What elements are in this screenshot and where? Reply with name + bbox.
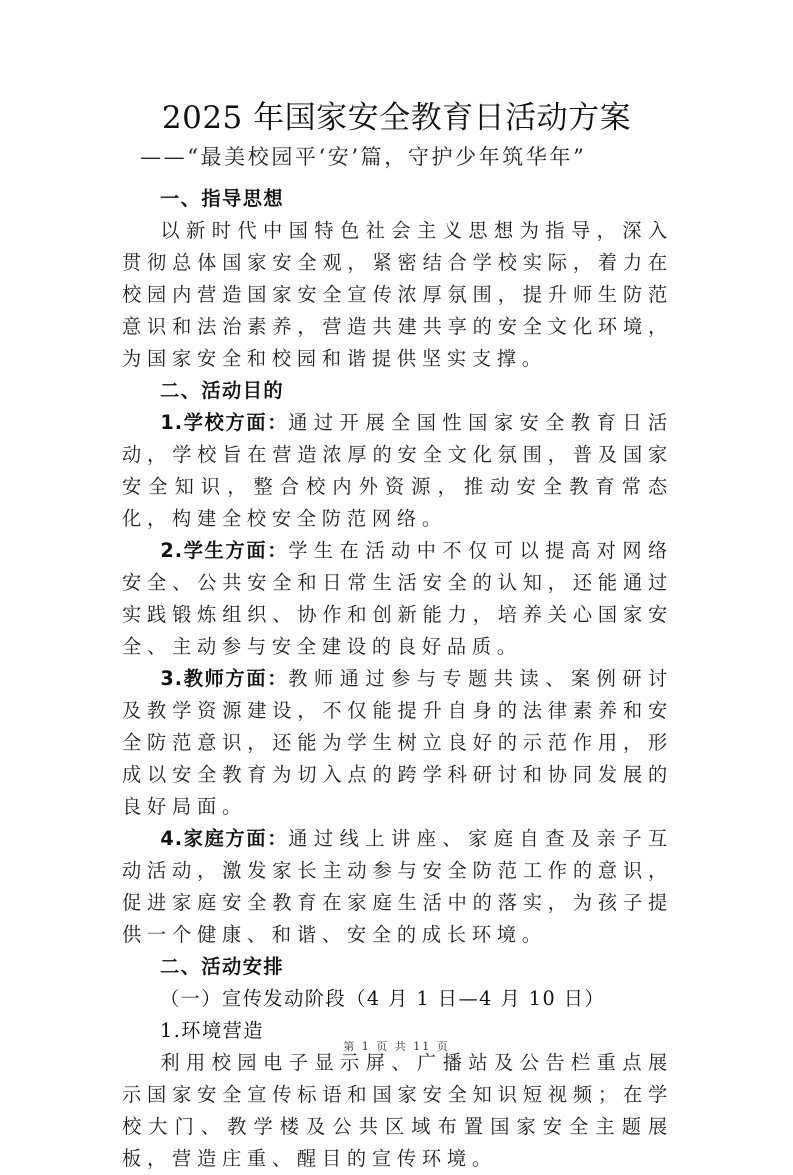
purpose-item-text: 通过开展全国性国家安全教育日活动，学校旨在营造浓厚的安全文化氛围，普及国家安全知识，整合校内外资源，推动安全教育常态化，构建全校安全防范网络。 [122,411,673,530]
purpose-item-text: 通过线上讲座、家庭自查及亲子互动活动，激发家长主动参与安全防范工作的意识，促进家庭安全教育在家庭生活中的落实，为孩子提供一个健康、和谐、安全的成长环境。 [122,827,673,946]
purpose-item-lead: 3.教师方面： [160,667,289,690]
purpose-item-lead: 1.学校方面： [160,411,289,434]
purpose-item-school [122,407,673,535]
purpose-item-teacher [122,663,673,823]
paragraph-guiding-ideology: 以新时代中国特色社会主义思想为指导，深入贯彻总体国家安全观，紧密结合学校实际，着力在校园内营造国家安全宣传浓厚氛围，提升师生防范意识和法治素养，营造共建共享的安全文化环境，为国家安全和校园和谐提供坚实支撑。 [122,219,673,370]
purpose-item-text: 教师通过参与专题共读、案例研讨及教学资源建设，不仅能提升自身的法律素养和安全防范意识，还能为学生树立良好的示范作用，形成以安全教育为切入点的跨学科研讨和协同发展的良好局面。 [122,667,673,818]
purpose-item-lead: 2.学生方面： [160,539,289,562]
section-heading-activity-purpose: 二、活动目的 [160,379,285,402]
purpose-item-family [122,823,673,951]
document-title: 2025 年国家安全教育日活动方案 [161,100,632,136]
section-heading-activity-arrangement: 二、活动安排 [160,955,285,978]
paragraph-environment: 利用校园电子显示屏、广播站及公告栏重点展示国家安全宣传标语和国家安全知识短视频；在学校大门、教学楼及公共区域布置国家安全主题展板，营造庄重、醒目的宣传环境。 [122,1051,673,1170]
subsection-heading-environment: 1.环境营造 [160,1019,265,1042]
purpose-item-text: 学生在活动中不仅可以提高对网络安全、公共安全和日常生活安全的认知，还能通过实践锻炼组织、协作和创新能力，培养关心国家安全、主动参与安全建设的良好品质。 [122,539,673,658]
purpose-item-student [122,535,673,663]
document-subtitle: ——“最美校园平‘安’篇，守护少年筑华年” [140,145,587,169]
section-heading-guiding-ideology: 一、指导思想 [160,187,285,210]
subheading-publicity-phase: （一）宣传发动阶段（4 月 1 日—4 月 10 日） [160,987,606,1010]
purpose-item-lead: 4.家庭方面： [160,827,289,850]
page-number-footer: 第 1 页 共 11 页 [343,1040,450,1053]
document-body [122,183,673,1175]
